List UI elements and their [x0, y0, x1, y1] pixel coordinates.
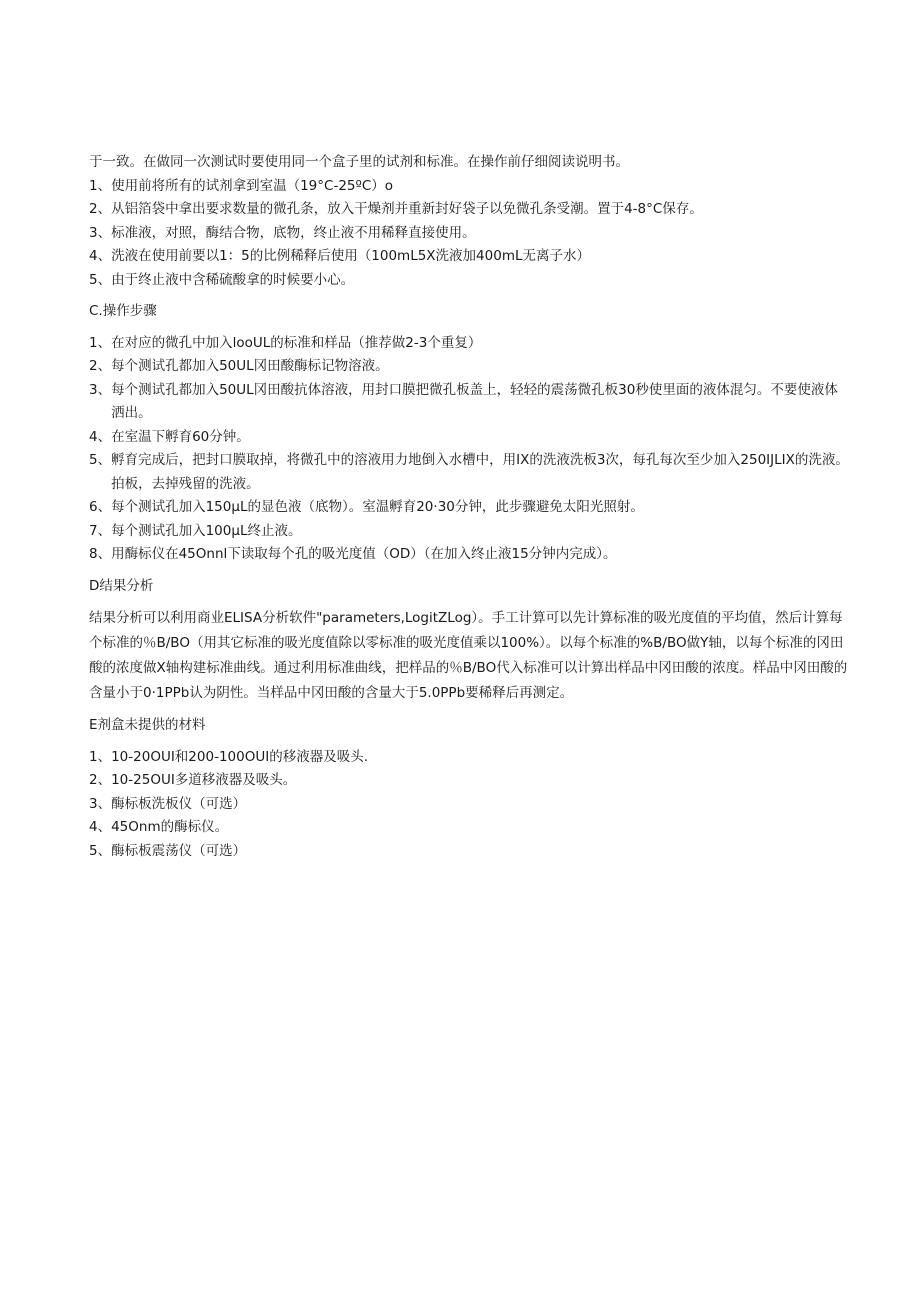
item-text: 每个测试孔都加入50UL冈田酸酶标记物溶液。 — [111, 358, 389, 374]
item-text: 在室温下孵育60分钟。 — [111, 428, 250, 445]
item-text: 洗液在使用前要以1：5的比例稀释后使用（100mL5X洗液加400mL无离子水） — [111, 248, 590, 264]
list-item — [89, 426, 849, 450]
document-body — [89, 151, 849, 863]
list-item — [89, 746, 849, 770]
list-item — [89, 245, 849, 269]
list-item — [89, 355, 849, 379]
item-number: 8、 — [89, 546, 112, 562]
item-number: 4、 — [89, 248, 112, 264]
item-text: 10-25OUI多道移液器及吸头。 — [111, 772, 297, 788]
item-text: 酶标板洗板仪（可选） — [111, 795, 247, 812]
item-text: 使用前将所有的试剂拿到室温（19°C-25ºC）o — [111, 177, 394, 194]
item-text: 10-20OUI和200-100OUI的移液器及吸头. — [111, 748, 368, 765]
item-number: 2、 — [89, 772, 112, 788]
item-text: 每个测试孔加入150μL的显色液（底物）。室温孵育20·30分钟，此步骤避免太阳光照射。 — [111, 499, 644, 515]
section-d-title: D结果分析 — [89, 577, 154, 594]
item-number: 5、 — [89, 271, 112, 288]
item-text: 孵育完成后，把封口膜取掉，将微孔中的溶液用力地倒入水槽中，用IX的洗液洗板3次，每孔每次至少加入250IJLIX的洗液。拍板，去掉残留的洗液。 — [111, 452, 849, 492]
list-item — [89, 840, 849, 864]
item-text: 酶标板震荡仪（可选） — [111, 842, 247, 859]
section-d-paragraph: 结果分析可以利用商业ELISA分析软件"parameters,LogitZLog）。手工计算可以先计算标准的吸光度值的平均值，然后计算每个标准的％B∕BO（用其它标准的吸光度值除以零标准的吸光度值乘以100%）。以每个标准的%B∕BO做Y轴，以每个标准的冈田酸的浓度做X轴构建标准曲线。通过利用标准曲线，把样品的％B∕BO代入标准可以计算出样品中冈田酸的浓度。样品中冈田酸的含量小于0·1PPb认为阴性。当样品中冈田酸的含量大于5.0PPb要稀释后再测定。 — [89, 610, 848, 701]
item-number: 3、 — [89, 381, 112, 398]
item-number: 2、 — [89, 201, 112, 217]
item-number: 5、 — [89, 842, 112, 859]
list-item — [89, 543, 849, 567]
section-e-title: E剂盒未提供的材料 — [89, 717, 206, 733]
item-text: 每个测试孔都加入50UL冈田酸抗体溶液，用封口膜把微孔板盖上，轻轻的震荡微孔板30秒使里面的液体混匀。不要使液体洒出。 — [111, 381, 838, 421]
list-item — [89, 793, 849, 817]
item-text: 标准液，对照，酶结合物，底物，终止液不用稀释直接使用。 — [111, 224, 476, 241]
item-number: 3、 — [89, 224, 112, 241]
list-item — [89, 496, 849, 520]
list-item — [89, 269, 849, 293]
item-number: 2、 — [89, 358, 112, 374]
item-number: 1、 — [89, 177, 112, 194]
item-number: 3、 — [89, 795, 112, 812]
item-number: 1、 — [89, 334, 112, 351]
item-text: 45Onm的酶标仪。 — [111, 819, 229, 835]
list-item — [89, 769, 849, 793]
item-number: 7、 — [89, 522, 112, 539]
item-text: 在对应的微孔中加入looUL的标准和样品（推荐做2-3个重复） — [111, 334, 482, 351]
item-number: 5、 — [89, 452, 112, 468]
list-item — [89, 520, 849, 544]
steps-list — [89, 332, 849, 567]
list-item — [89, 222, 849, 246]
item-text: 每个测试孔加入100μL终止液。 — [111, 522, 302, 539]
list-item — [89, 198, 849, 222]
item-text: 用酶标仪在45Onnl下读取每个孔的吸光度值（OD）（在加入终止液15分钟内完成）。 — [111, 546, 617, 562]
item-number: 1、 — [89, 748, 112, 765]
item-text: 从铝箔袋中拿出要求数量的微孔条，放入干燥剂并重新封好袋子以免微孔条受潮。置于4-8°C保存。 — [111, 201, 703, 217]
item-number: 4、 — [89, 819, 112, 835]
section-c-title: C.操作步骤 — [89, 303, 157, 319]
list-item — [89, 175, 849, 199]
item-number: 6、 — [89, 499, 112, 515]
intro-text: 于一致。在做同一次测试时要使用同一个盒子里的试剂和标准。在操作前仔细阅读说明书。 — [89, 154, 629, 170]
item-text: 由于终止液中含稀硫酸拿的时候要小心。 — [111, 271, 355, 288]
materials-list — [89, 746, 849, 864]
list-item — [89, 449, 849, 496]
list-item — [89, 816, 849, 840]
notes-list — [89, 175, 849, 293]
item-number: 4、 — [89, 428, 112, 445]
list-item — [89, 332, 849, 356]
list-item — [89, 379, 849, 426]
